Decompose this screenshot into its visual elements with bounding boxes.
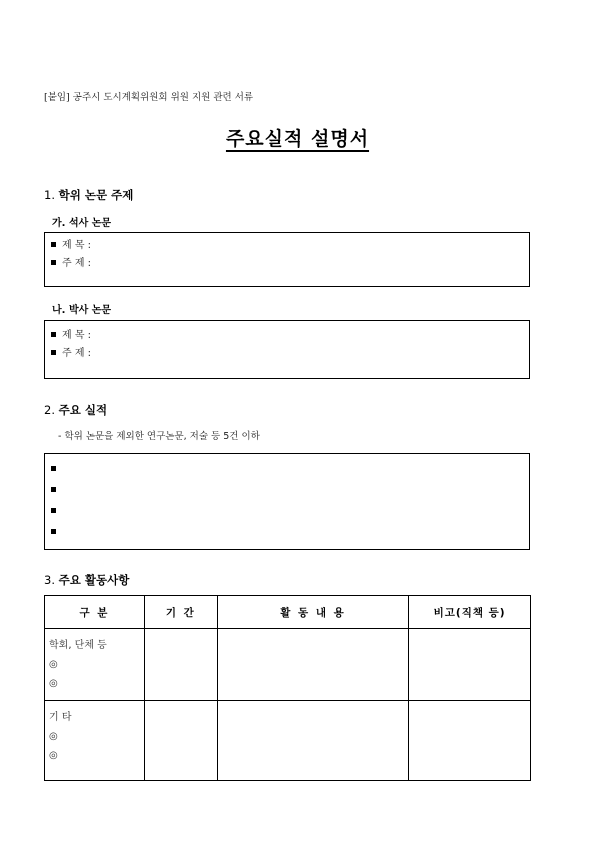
- document-title: 주요실적 설명서: [225, 128, 370, 150]
- achievement-row: [51, 459, 523, 480]
- header-remarks: 비고(직책 등): [409, 596, 531, 629]
- remarks-cell[interactable]: [409, 701, 531, 781]
- bullet-square-icon: [51, 260, 56, 265]
- table-row: [45, 701, 531, 781]
- doctoral-thesis-label: 나. 박사 논문: [52, 305, 112, 316]
- category-cell: 기 타 ◎ ◎: [45, 701, 145, 781]
- table-header-row: [45, 596, 531, 629]
- masters-thesis-box: [44, 232, 530, 287]
- major-achievements-box: [44, 453, 530, 550]
- category-cell: 학회, 단체 등 ◎ ◎: [45, 629, 145, 701]
- period-cell[interactable]: [144, 629, 217, 701]
- section-3-heading: 3. 주요 활동사항: [44, 573, 130, 587]
- section-1-heading: 1. 학위 논문 주제: [44, 188, 134, 202]
- bullet-square-icon: [51, 332, 56, 337]
- remarks-cell[interactable]: [409, 629, 531, 701]
- period-cell[interactable]: [144, 701, 217, 781]
- activity-cell[interactable]: [217, 701, 409, 781]
- section-2-note: - 학위 논문을 제외한 연구논문, 저술 등 5건 이하: [58, 431, 260, 442]
- achievement-row: [51, 480, 523, 501]
- masters-subject-row: 주 제 :: [51, 255, 523, 273]
- header-category: 구 분: [45, 596, 145, 629]
- masters-thesis-label: 가. 석사 논문: [52, 218, 112, 229]
- doctoral-thesis-box: [44, 320, 530, 379]
- bullet-square-icon: [51, 350, 56, 355]
- activities-table: [44, 595, 531, 781]
- bullet-square-icon: [51, 487, 56, 492]
- table-row: [45, 629, 531, 701]
- achievement-row: [51, 522, 523, 543]
- achievement-row: [51, 501, 523, 522]
- bullet-square-icon: [51, 466, 56, 471]
- section-2-heading: 2. 주요 실적: [44, 403, 108, 417]
- doctoral-title-row: 제 목 :: [51, 327, 523, 345]
- header-period: 기 간: [144, 596, 217, 629]
- bullet-square-icon: [51, 508, 56, 513]
- bullet-square-icon: [51, 242, 56, 247]
- activity-cell[interactable]: [217, 629, 409, 701]
- bullet-square-icon: [51, 529, 56, 534]
- header-activity: 활 동 내 용: [217, 596, 409, 629]
- masters-title-row: 제 목 :: [51, 237, 523, 255]
- doctoral-subject-row: 주 제 :: [51, 345, 523, 363]
- attachment-label: [붙임] 공주시 도시계획위원회 위원 지원 관련 서류: [44, 92, 254, 103]
